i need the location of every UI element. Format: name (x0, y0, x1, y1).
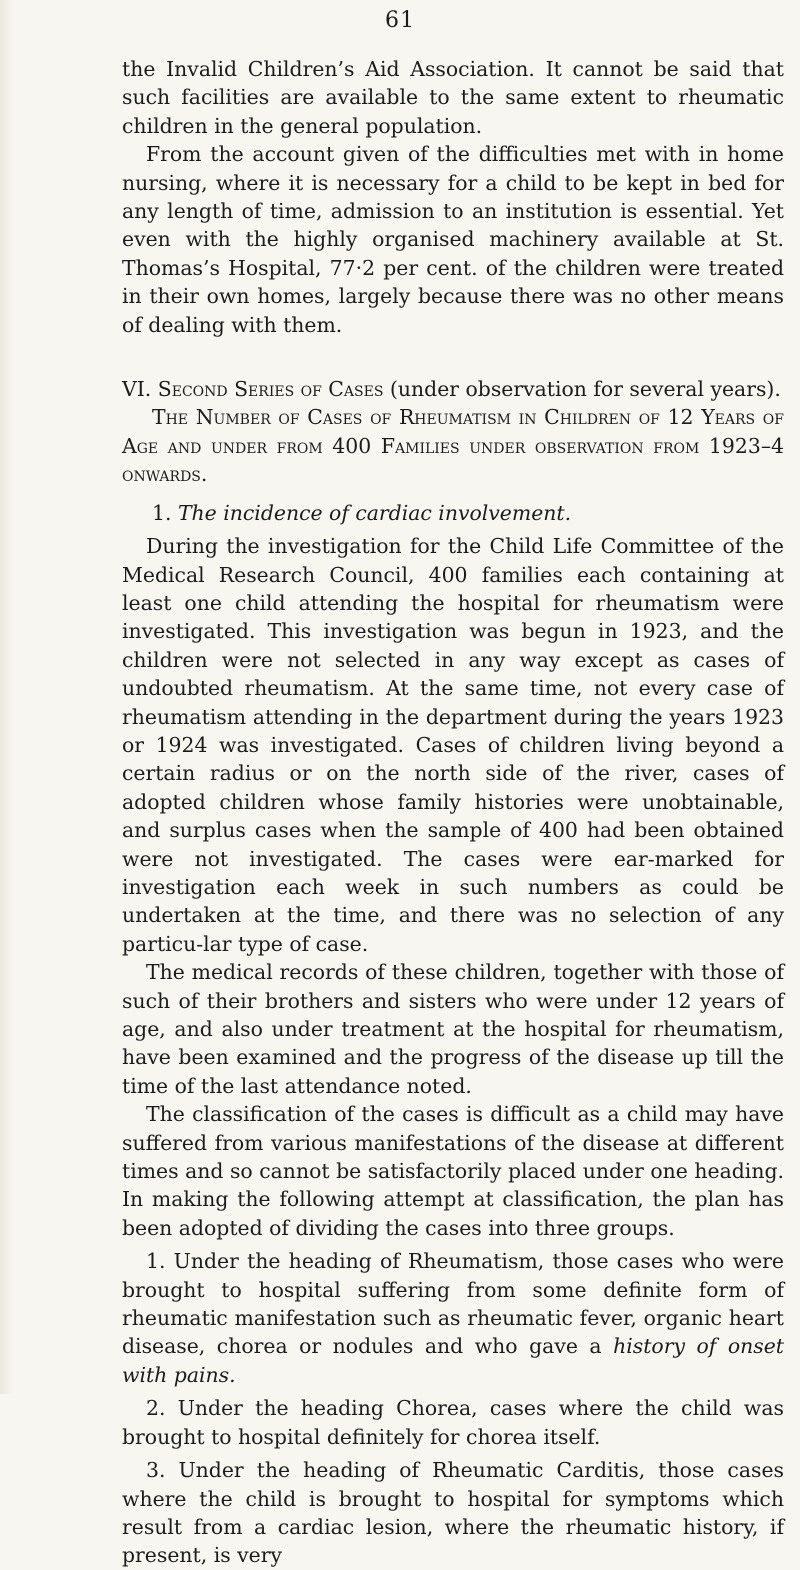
text-block (122, 55, 784, 1570)
list-item-rheumatism-italic: history of onset with pains. (122, 1334, 784, 1387)
section-title-rest: (under observation for several years). (383, 377, 781, 402)
sub-heading (122, 499, 784, 527)
paragraph-home-nursing: From the account given of the difficulties met with in home nursing, where it is necessary for a child to be kept in bed for any length of time, admission to an institution is essential. Yet even with the highly organised machinery available at St. Thomas’s Hospital, 77·2 per cent. of the children were treated in their own homes, largely because there was no other means of dealing with them. (122, 142, 784, 337)
page-edge (0, 0, 14, 1394)
section-heading (122, 375, 784, 403)
list-item-rheumatism (122, 1247, 784, 1389)
list-item-chorea: 2. Under the heading Chorea, cases where the child was brought to hospital definitely for chorea itself. (122, 1396, 784, 1449)
section-title-caps: Second Series of Cases (157, 377, 384, 402)
list-item-carditis: 3. Under the heading of Rheumatic Carditis, those cases where the child is brought to hospital for symptoms which result from a cardiac lesion, where the rheumatic history, if present, is very (122, 1458, 784, 1568)
list-item-rheumatism-text: 1. Under the heading of Rheumatism, those cases who were brought to hospital suffering from some definite form of rheumatic manifestation such as rheumatic fever, organic heart disease, chorea or nodules and who gave a (122, 1249, 784, 1359)
paragraph-medical-records: The medical records of these children, together with those of such of their brothers and sisters who were under 12 years of age, and also under treatment at the hospital for rheumatism, have been examined and the progress of the disease up till the time of the last attendance noted. (122, 960, 784, 1098)
sub-heading-number: 1. (152, 500, 172, 525)
section-subtitle: The Number of Cases of Rheumatism in Children of 12 Years of Age and under from 400 Families under observation from 1923–4 onwards. (122, 405, 784, 487)
paragraph-investigation: During the investigation for the Child Life Committee of the Medical Research Council, 400 families each containing at least one child attending the hospital for rheumatism were investigated. This investigation was begun in 1923, and the children were not selected in any way except as cases of undoubted rheumatism. At the same time, not every case of rheumatism attending in the department during the years 1923 or 1924 was investigated. Cases of children living beyond a certain radius or on the north side of the river, cases of adopted children whose family histories were unobtainable, and surplus cases when the sample of 400 had been obtained were not investigated. The cases were ear-marked for investigation each week in such numbers as could be undertaken at the time, and there was no selection of any particu-lar type of case. (122, 534, 784, 956)
page-number: 61 (385, 8, 415, 33)
sub-heading-text: The incidence of cardiac involvement. (177, 500, 572, 525)
paragraph-continuation: the Invalid Children’s Aid Association. It cannot be said that such facilities are available to the same extent to rheumatic children in the general population. (122, 57, 784, 138)
paragraph-classification: The classification of the cases is difficult as a child may have suffered from various manifestations of the disease at different times and so cannot be satisfactorily placed under one heading. In making the following attempt at classification, the plan has been adopted of dividing the cases into three groups. (122, 1102, 784, 1240)
section-numeral: VI. (122, 377, 152, 402)
